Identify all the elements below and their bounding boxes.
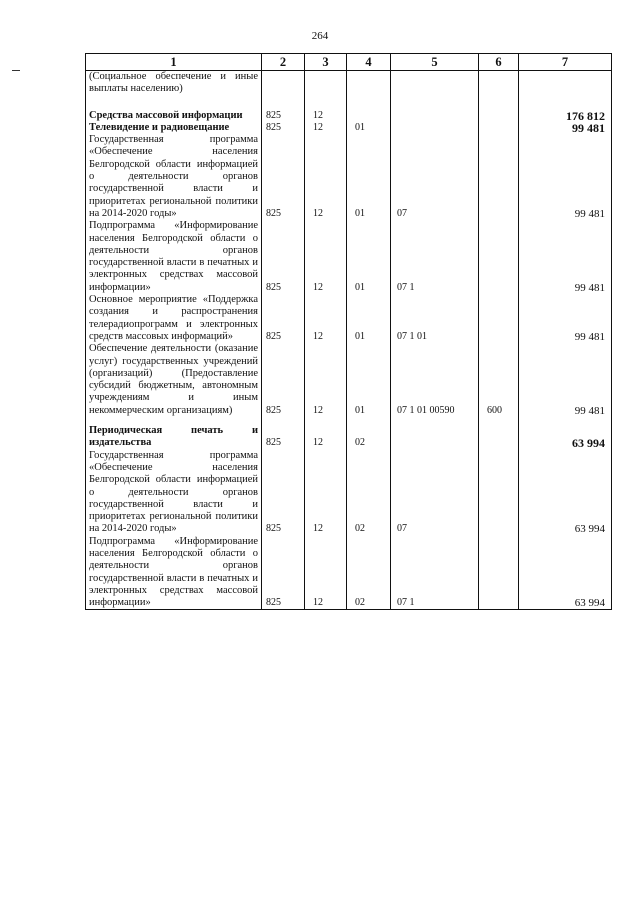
- expense-type-cell: [479, 220, 519, 294]
- table-row: [86, 343, 612, 417]
- spacer-cell: [86, 417, 262, 425]
- header-col-7: 7: [519, 54, 612, 71]
- header-row: [86, 54, 612, 71]
- table-row: [86, 110, 612, 122]
- amount-cell: 99 481: [519, 220, 612, 294]
- spacer-cell: [305, 96, 347, 110]
- section-code-cell: 825: [262, 343, 305, 417]
- subsection-code-cell: 01: [347, 343, 391, 417]
- amount-cell: 63 994: [519, 450, 612, 536]
- subsection-code-cell: 01: [347, 220, 391, 294]
- chapter-code-cell: 12: [305, 450, 347, 536]
- table-row: [86, 294, 612, 343]
- chapter-code-cell: 12: [305, 536, 347, 610]
- expense-type-cell: [479, 134, 519, 220]
- name-cell: Телевидение и радиовещание: [86, 122, 262, 134]
- spacer-cell: [262, 417, 305, 425]
- spacer-row: [86, 96, 612, 110]
- name-cell: Основное мероприятие «Поддержка создания и распространения телерадиопрограмм и электронных средств массовых информаций»: [86, 294, 262, 343]
- header-col-5: 5: [391, 54, 479, 71]
- expense-type-cell: [479, 294, 519, 343]
- amount-cell: [519, 71, 612, 96]
- amount-cell: 99 481: [519, 343, 612, 417]
- spacer-cell: [86, 96, 262, 110]
- table-row: [86, 450, 612, 536]
- spacer-cell: [305, 417, 347, 425]
- chapter-code-cell: 12: [305, 343, 347, 417]
- chapter-code-cell: [305, 71, 347, 96]
- amount-cell: 176 812: [519, 110, 612, 122]
- expense-type-cell: [479, 425, 519, 450]
- header-col-1: 1: [86, 54, 262, 71]
- spacer-cell: [391, 417, 479, 425]
- target-article-cell: 07 1 01 00590: [391, 343, 479, 417]
- budget-table: [85, 53, 612, 610]
- subsection-code-cell: 01: [347, 294, 391, 343]
- chapter-code-cell: 12: [305, 122, 347, 134]
- section-code-cell: 825: [262, 450, 305, 536]
- amount-cell: 63 994: [519, 425, 612, 450]
- target-article-cell: [391, 110, 479, 122]
- section-code-cell: 825: [262, 122, 305, 134]
- spacer-cell: [519, 417, 612, 425]
- name-cell: Государственная программа «Обеспечение населения Белгородской области информацией о деятельности органов государственной власти и приоритетах региональной политики на 2014-2020 годы»: [86, 134, 262, 220]
- section-code-cell: [262, 71, 305, 96]
- spacer-cell: [347, 417, 391, 425]
- spacer-cell: [479, 417, 519, 425]
- spacer-cell: [347, 96, 391, 110]
- table-row: [86, 122, 612, 134]
- expense-type-cell: [479, 122, 519, 134]
- margin-mark: [12, 70, 20, 71]
- expense-type-cell: [479, 110, 519, 122]
- expense-type-cell: 600: [479, 343, 519, 417]
- target-article-cell: [391, 425, 479, 450]
- name-cell: Подпрограмма «Информирование населения Белгородской области о деятельности органов государственной власти в печатных и электронных средствах массовой информации»: [86, 220, 262, 294]
- spacer-cell: [262, 96, 305, 110]
- target-article-cell: [391, 122, 479, 134]
- target-article-cell: 07: [391, 134, 479, 220]
- target-article-cell: 07: [391, 450, 479, 536]
- chapter-code-cell: 12: [305, 220, 347, 294]
- target-article-cell: 07 1 01: [391, 294, 479, 343]
- subsection-code-cell: 02: [347, 450, 391, 536]
- header-col-2: 2: [262, 54, 305, 71]
- target-article-cell: [391, 71, 479, 96]
- subsection-code-cell: 02: [347, 425, 391, 450]
- section-code-cell: 825: [262, 134, 305, 220]
- expense-type-cell: [479, 536, 519, 610]
- table-row: [86, 536, 612, 610]
- section-code-cell: 825: [262, 294, 305, 343]
- chapter-code-cell: 12: [305, 294, 347, 343]
- section-code-cell: 825: [262, 425, 305, 450]
- subsection-code-cell: [347, 110, 391, 122]
- header-col-3: 3: [305, 54, 347, 71]
- chapter-code-cell: 12: [305, 110, 347, 122]
- amount-cell: 99 481: [519, 294, 612, 343]
- subsection-code-cell: 01: [347, 134, 391, 220]
- expense-type-cell: [479, 450, 519, 536]
- section-code-cell: 825: [262, 536, 305, 610]
- name-cell: Подпрограмма «Информирование населения Белгородской области о деятельности органов государственной власти в печатных и электронных средствах массовой информации»: [86, 536, 262, 610]
- subsection-code-cell: 02: [347, 536, 391, 610]
- spacer-cell: [479, 96, 519, 110]
- subsection-code-cell: [347, 71, 391, 96]
- table-row: [86, 425, 612, 450]
- name-cell: Государственная программа «Обеспечение населения Белгородской области информацией о деятельности органов государственной власти и приоритетах региональной политики на 2014-2020 годы»: [86, 450, 262, 536]
- name-cell: Периодическая печать и издательства: [86, 425, 262, 450]
- section-code-cell: 825: [262, 110, 305, 122]
- chapter-code-cell: 12: [305, 134, 347, 220]
- target-article-cell: 07 1: [391, 536, 479, 610]
- name-cell: Средства массовой информации: [86, 110, 262, 122]
- spacer-cell: [391, 96, 479, 110]
- name-cell: Обеспечение деятельности (оказание услуг) государственных учреждений (организаций) (Предоставление субсидий бюджетным, автономным учреждениям и иным некоммерческим организациям): [86, 343, 262, 417]
- target-article-cell: 07 1: [391, 220, 479, 294]
- header-col-6: 6: [479, 54, 519, 71]
- subsection-code-cell: 01: [347, 122, 391, 134]
- section-code-cell: 825: [262, 220, 305, 294]
- spacer-row: [86, 417, 612, 425]
- amount-cell: 63 994: [519, 536, 612, 610]
- table-row: [86, 134, 612, 220]
- chapter-code-cell: 12: [305, 425, 347, 450]
- page-number: 264: [311, 30, 329, 42]
- expense-type-cell: [479, 71, 519, 96]
- table-row: [86, 71, 612, 96]
- amount-cell: 99 481: [519, 134, 612, 220]
- amount-cell: 99 481: [519, 122, 612, 134]
- name-cell: (Социальное обеспечение и иные выплаты населению): [86, 71, 262, 96]
- header-col-4: 4: [347, 54, 391, 71]
- spacer-cell: [519, 96, 612, 110]
- table-row: [86, 220, 612, 294]
